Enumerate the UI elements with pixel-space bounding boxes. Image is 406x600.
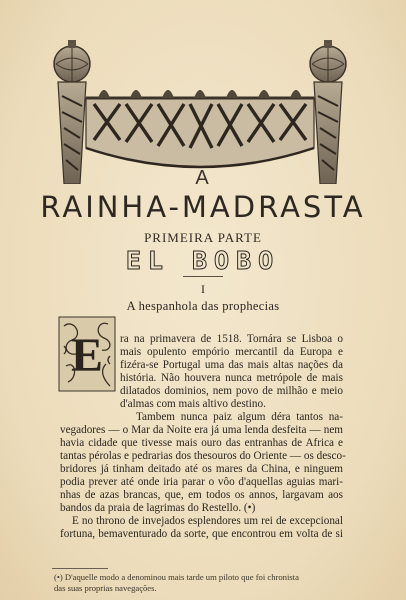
body-text-line: vegadores — o Mar da Noite era já uma lenda desfeita — nem — [60, 424, 343, 436]
body-text-line: bandos da praia de lagrimas do Restello. (•) — [60, 502, 256, 514]
chapter-title: A hespanhola das prophecias — [126, 299, 280, 313]
body-text-line: nhas de azas brancas, que, em todos os annos, largavam aos — [60, 489, 343, 501]
manueline-ornament-icon — [50, 36, 350, 184]
part-heading: PRIMEIRA PARTE — [144, 230, 262, 245]
part-title: EL BOBO — [125, 246, 281, 275]
body-text-line: ra na primavera de 1518. Tornára se Lisboa o — [120, 333, 343, 345]
footnote — [54, 572, 350, 593]
footnote-line: (•) D'aquelle modo a denominou mais tarde um piloto que foi chronista — [54, 572, 299, 582]
svg-text:E: E — [70, 329, 104, 382]
decorated-initial-icon — [58, 316, 116, 392]
body-text-line: bridores já tinham deitado até os mares da China, e ninguem — [60, 463, 343, 475]
body-text-line: podia prever até onde iria parar o vôo d'aquellas aguias mari- — [60, 476, 343, 488]
body-text-line: história. Não houvera nunca metrópole de mais — [120, 372, 343, 384]
title-article: A — [195, 167, 211, 189]
body-text-line: fizéra-se Portugal uma das mais altas nações da — [120, 359, 343, 371]
body-text-line: fortuna, bemaventurado da sorte, que encontrou em volta de si — [60, 528, 343, 540]
footnote-line: das suas proprias navegações. — [54, 582, 157, 593]
book-title: RAINHA-MADRASTA — [40, 190, 366, 224]
body-text-line: havia cidade que tivesse mais ouro das entranhas de Africa e — [60, 437, 343, 449]
footnote-separator — [52, 568, 108, 569]
body-text-line: d'almas com mais altivo destino. — [120, 398, 266, 410]
body-text-line: E no throno de invejados esplendores um rei de excepcional — [72, 515, 343, 527]
chapter-number: I — [201, 282, 205, 296]
body-text-line: mais opulento empório mercantil da Europa e — [120, 346, 343, 358]
body-text-line: dilatados dominios, nem povo de milhão e meio — [120, 385, 343, 397]
title-rule — [183, 276, 223, 277]
body-text-line: tantas pérolas e pedrarias dos thesouros do Oriente — os desco- — [60, 450, 346, 462]
body-text-line: Tambem nunca paiz algum déra tantos na- — [136, 411, 343, 423]
